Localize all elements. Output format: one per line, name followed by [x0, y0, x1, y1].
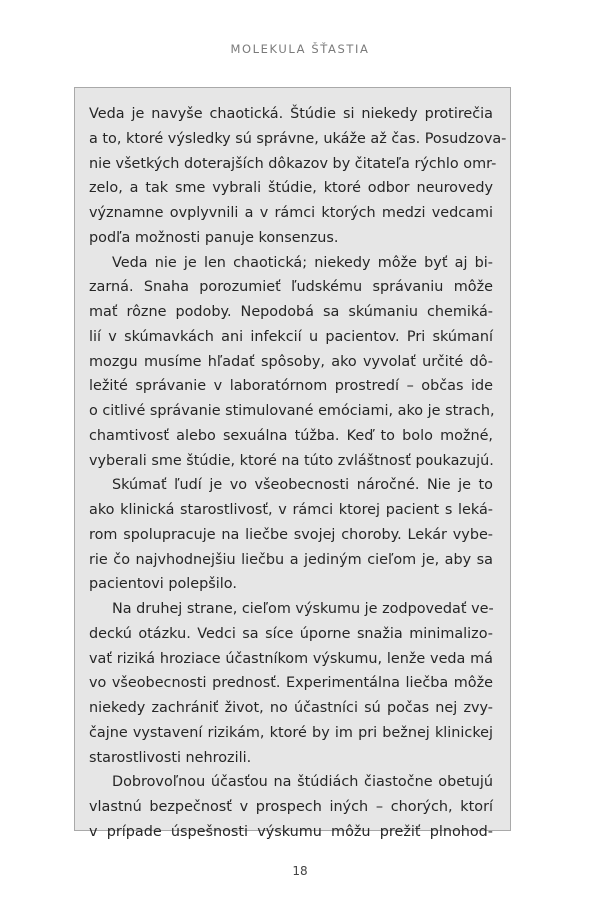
text-line: nie všetkých doterajších dôkazov by čitateľa rýchlo omr- — [89, 155, 497, 172]
text-line: mozgu musíme hľadať spôsoby, ako vyvolať určité dô- — [89, 353, 493, 370]
paragraph-first-line: Skúmať ľudí je vo všeobecnosti náročné. Nie je to — [112, 477, 493, 494]
sidebar-box-text — [89, 102, 507, 845]
text-line: a to, ktoré výsledky sú správne, ukáže až čas. Posudzova- — [89, 130, 507, 147]
text-line: v prípade úspešnosti výskumu môžu prežiť plnohod- — [89, 823, 493, 840]
text-line: Veda je navyše chaotická. Štúdie si niekedy protirečia — [89, 106, 493, 122]
text-line: zarná. Snaha porozumieť ľudskému správaniu môže — [89, 279, 493, 296]
text-line: o citlivé správanie stimulované emóciami, ako je strach, — [89, 403, 495, 419]
text-line: lií v skúmavkách ani infekcií u pacientov. Pri skúmaní — [89, 328, 493, 345]
paragraph-first-line: Dobrovoľnou účasťou na štúdiách čiastočne obetujú — [112, 774, 493, 791]
text-line: podľa možnosti panuje konsenzus. — [89, 229, 339, 246]
text-line: vlastnú bezpečnosť v prospech iných – chorých, ktorí — [89, 799, 493, 815]
running-header-title: MOLEKULA ŠŤASTIA — [230, 42, 370, 56]
text-line: vyberali sme štúdie, ktoré na túto zvláštnosť poukazujú. — [89, 452, 494, 469]
text-line: čajne vystavení rizikám, ktoré by im pri bežnej klinickej — [89, 724, 493, 741]
paragraph-first-line: Veda nie je len chaotická; niekedy môže byť aj bi- — [112, 254, 493, 271]
page-number: 18 — [292, 864, 308, 878]
paragraph-first-line: Na druhej strane, cieľom výskumu je zodpovedať ve- — [112, 601, 494, 617]
text-line: zelo, a tak sme vybrali štúdie, ktoré odbor neurovedy — [89, 180, 493, 197]
text-line: ležité správanie v laboratórnom prostredí – občas ide — [89, 378, 493, 395]
text-line: pacientovi polepšilo. — [89, 576, 237, 593]
text-line: rom spolupracuje na liečbe svojej choroby. Lekár vybe- — [89, 526, 493, 543]
text-line: starostlivosti nehrozili. — [89, 749, 252, 766]
text-line: rie čo najvhodnejšiu liečbu a jediným cieľom je, aby sa — [89, 551, 493, 568]
text-line: chamtivosť alebo sexuálna túžba. Keď to bolo možné, — [89, 427, 493, 444]
text-line: vo všeobecnosti prednosť. Experimentálna liečba môže — [89, 675, 493, 692]
text-line: niekedy zachrániť život, no účastníci sú počas nej zvy- — [89, 700, 493, 716]
text-line: významne ovplyvnili a v rámci ktorých medzi vedcami — [89, 205, 493, 221]
text-line: mať rôzne podoby. Nepodobá sa skúmaniu chemiká- — [89, 304, 493, 320]
text-line: vať riziká hroziace účastníkom výskumu, lenže veda má — [89, 650, 493, 667]
text-line: ako klinická starostlivosť, v rámci ktorej pacient s leká- — [89, 502, 493, 518]
text-line: deckú otázku. Vedci sa síce úporne snažia minimalizo- — [89, 625, 493, 642]
